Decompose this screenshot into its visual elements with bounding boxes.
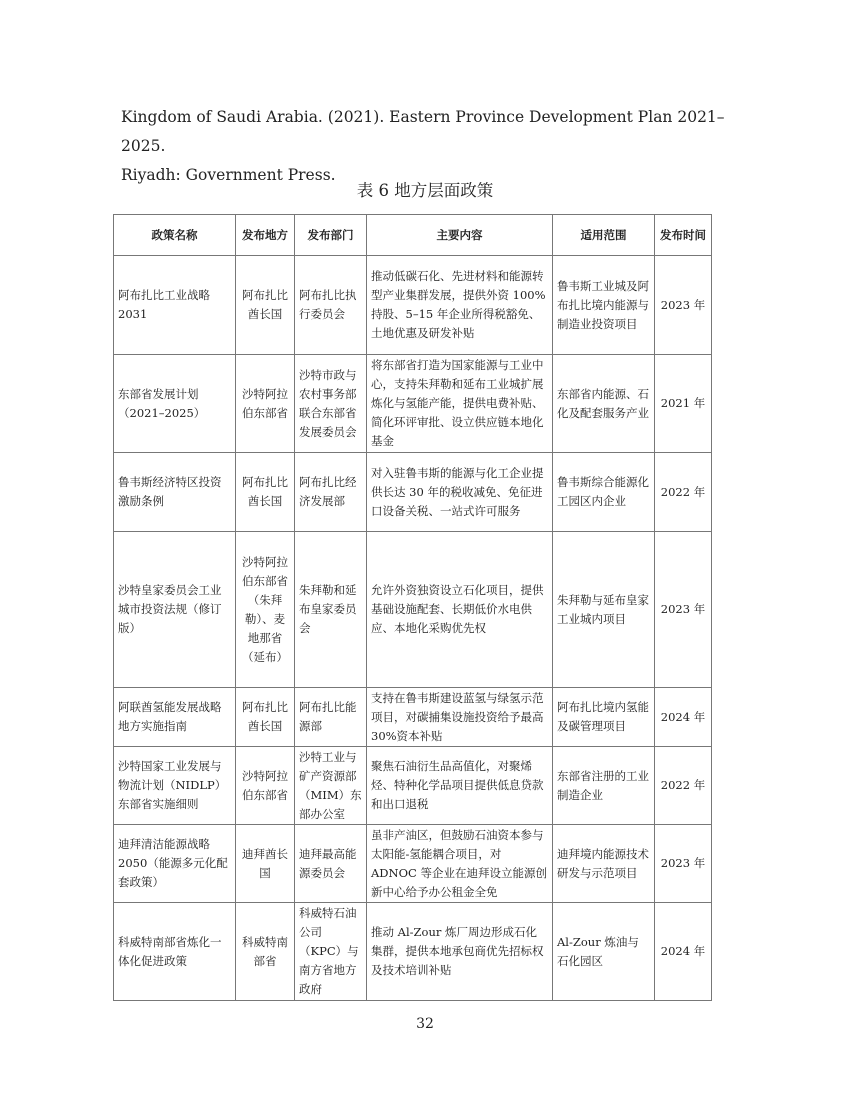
cell-policy-name: 迪拜清洁能源战略2050（能源多元化配套政策） (114, 825, 236, 903)
table-row (114, 688, 712, 747)
table-row (114, 903, 712, 1001)
cell-date: 2022 年 (655, 453, 712, 532)
cell-main-content: 允许外资独资设立石化项目，提供基础设施配套、长期低价水电供应、本地化采购优先权 (367, 532, 553, 688)
reference-line-1: Kingdom of Saudi Arabia. (2021). Eastern Province Development Plan 2021–2025. (121, 108, 725, 155)
cell-scope: 迪拜境内能源技术研发与示范项目 (553, 825, 655, 903)
cell-date: 2021 年 (655, 355, 712, 453)
cell-scope: 阿布扎比境内氢能及碳管理项目 (553, 688, 655, 747)
cell-policy-name: 阿布扎比工业战略2031 (114, 256, 236, 355)
table-row (114, 747, 712, 825)
cell-department: 沙特市政与农村事务部联合东部省发展委员会 (295, 355, 367, 453)
header-region: 发布地方 (236, 215, 295, 256)
cell-department: 迪拜最高能源委员会 (295, 825, 367, 903)
cell-main-content: 推动低碳石化、先进材料和能源转型产业集群发展，提供外资 100%持股、5–15 年企业所得税豁免、土地优惠及研发补贴 (367, 256, 553, 355)
cell-date: 2023 年 (655, 532, 712, 688)
cell-scope: 东部省注册的工业制造企业 (553, 747, 655, 825)
cell-main-content: 推动 Al-Zour 炼厂周边形成石化集群，提供本地承包商优先招标权及技术培训补贴 (367, 903, 553, 1001)
cell-main-content: 支持在鲁韦斯建设蓝氢与绿氢示范项目，对碳捕集设施投资给予最高 30%资本补贴 (367, 688, 553, 747)
cell-policy-name: 科威特南部省炼化一体化促进政策 (114, 903, 236, 1001)
cell-department: 阿布扎比能源部 (295, 688, 367, 747)
cell-main-content: 聚焦石油衍生品高值化，对聚烯烃、特种化学品项目提供低息贷款和出口退税 (367, 747, 553, 825)
cell-region: 沙特阿拉伯东部省 (236, 355, 295, 453)
table-row (114, 825, 712, 903)
table-header-row (114, 215, 712, 256)
cell-date: 2023 年 (655, 256, 712, 355)
cell-date: 2024 年 (655, 688, 712, 747)
header-main-content: 主要内容 (367, 215, 553, 256)
cell-policy-name: 阿联酋氢能发展战略地方实施指南 (114, 688, 236, 747)
cell-policy-name: 沙特国家工业发展与物流计划（NIDLP）东部省实施细则 (114, 747, 236, 825)
page-number: 32 (416, 1016, 434, 1032)
cell-department: 科威特石油公司（KPC）与南方省地方政府 (295, 903, 367, 1001)
cell-main-content: 将东部省打造为国家能源与工业中心，支持朱拜勒和延布工业城扩展炼化与氢能产能，提供电费补贴、简化环评审批、设立供应链本地化基金 (367, 355, 553, 453)
cell-main-content: 虽非产油区，但鼓励石油资本参与太阳能-氢能耦合项目，对 ADNOC 等企业在迪拜设立能源创新中心给予办公租金全免 (367, 825, 553, 903)
cell-scope: 鲁韦斯综合能源化工园区内企业 (553, 453, 655, 532)
cell-region: 迪拜酋长国 (236, 825, 295, 903)
reference-line-2: Riyadh: Government Press. (121, 166, 336, 184)
cell-region: 阿布扎比酋长国 (236, 256, 295, 355)
cell-region: 科威特南部省 (236, 903, 295, 1001)
cell-department: 阿布扎比经济发展部 (295, 453, 367, 532)
cell-scope: 东部省内能源、石化及配套服务产业 (553, 355, 655, 453)
header-policy-name: 政策名称 (114, 215, 236, 256)
cell-date: 2022 年 (655, 747, 712, 825)
cell-scope: 朱拜勒与延布皇家工业城内项目 (553, 532, 655, 688)
cell-department: 沙特工业与矿产资源部（MIM）东部办公室 (295, 747, 367, 825)
table-row (114, 355, 712, 453)
cell-scope: 鲁韦斯工业城及阿布扎比境内能源与制造业投资项目 (553, 256, 655, 355)
header-department: 发布部门 (295, 215, 367, 256)
cell-date: 2024 年 (655, 903, 712, 1001)
cell-policy-name: 沙特皇家委员会工业城市投资法规（修订版） (114, 532, 236, 688)
cell-region: 阿布扎比酋长国 (236, 453, 295, 532)
table-row (114, 453, 712, 532)
cell-region: 沙特阿拉伯东部省 (236, 747, 295, 825)
local-policy-table (113, 214, 712, 1001)
header-scope: 适用范围 (553, 215, 655, 256)
cell-date: 2023 年 (655, 825, 712, 903)
header-date: 发布时间 (655, 215, 712, 256)
cell-scope: Al-Zour 炼油与石化园区 (553, 903, 655, 1001)
cell-department: 阿布扎比执行委员会 (295, 256, 367, 355)
cell-region: 阿布扎比酋长国 (236, 688, 295, 747)
table-row (114, 532, 712, 688)
table-caption: 表 6 地方层面政策 (356, 181, 494, 200)
cell-policy-name: 东部省发展计划（2021–2025） (114, 355, 236, 453)
table-row (114, 256, 712, 355)
cell-policy-name: 鲁韦斯经济特区投资激励条例 (114, 453, 236, 532)
cell-region: 沙特阿拉伯东部省（朱拜勒）、麦地那省（延布） (236, 532, 295, 688)
cell-department: 朱拜勒和延布皇家委员会 (295, 532, 367, 688)
cell-main-content: 对入驻鲁韦斯的能源与化工企业提供长达 30 年的税收减免、免征进口设备关税、一站式许可服务 (367, 453, 553, 532)
